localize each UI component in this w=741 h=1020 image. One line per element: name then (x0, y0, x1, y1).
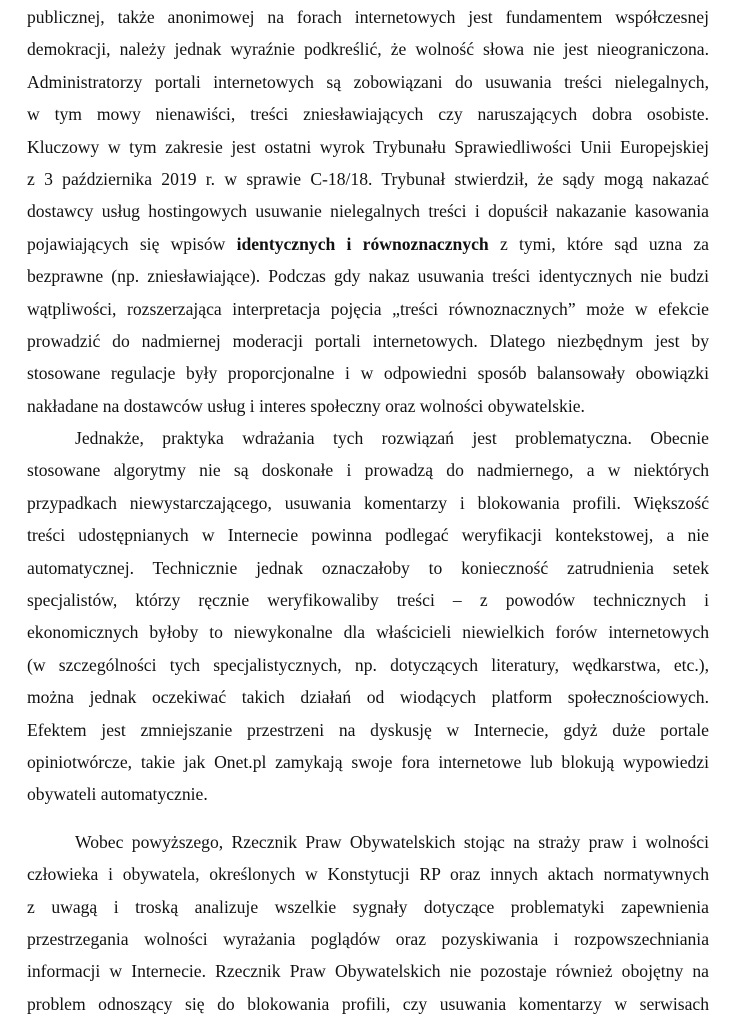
paragraph-1 (27, 0, 709, 422)
bold-phrase: identycznych i równoznacznych (236, 233, 489, 254)
text-line: treści udostępnianych w Internecie powinna podlegać weryfikacji kontekstowej, a nie (27, 525, 709, 546)
text-line: ekonomicznych byłoby to niewykonalne dla właścicieli niewielkich forów internetowych (27, 622, 709, 643)
paragraph-2 (27, 422, 709, 811)
text-line: demokracji, należy jednak wyraźnie podkreślić, że wolność słowa nie jest nieograniczona. (27, 39, 709, 60)
text-line: informacji w Internecie. Rzecznik Praw Obywatelskich nie pozostaje również obojętny na (27, 961, 709, 982)
text-line: publicznej, także anonimowej na forach internetowych jest fundamentem współczesnej (27, 7, 709, 27)
text-line: bezprawne (np. zniesławiające). Podczas gdy nakaz usuwania treści identycznych nie budzi (27, 266, 709, 287)
text-line: wątpliwości, rozszerzająca interpretacja pojęcia „treści równoznacznych” może w efekcie (27, 298, 709, 319)
text-line: specjalistów, którzy ręcznie weryfikowaliby treści – z powodów technicznych i (27, 590, 709, 611)
text-line: opiniotwórcze, takie jak Onet.pl zamykają swoje fora internetowe lub blokują wypowiedzi (27, 751, 709, 772)
text-line: człowieka i obywatela, określonych w Konstytucji RP oraz innych aktach normatywnych (27, 864, 709, 885)
text-line: Kluczowy w tym zakresie jest ostatni wyrok Trybunału Sprawiedliwości Unii Europejskiej (27, 136, 709, 157)
text-line: z 3 października 2019 r. w sprawie C-18/18. Trybunał stwierdził, że sądy mogą nakazać (27, 168, 709, 189)
text-line: problem odnoszący się do blokowania profili, czy usuwania komentarzy w serwisach (27, 993, 709, 1014)
text-run: pojawiających się wpisów (27, 233, 237, 254)
text-line: nakładane na dostawców usług i interes społeczny oraz wolności obywatelskie. (27, 395, 585, 416)
text-line: z uwagą i troską analizuje wszelkie sygnały dotyczące problematyki zapewnienia (27, 896, 709, 917)
text-line: przestrzegania wolności wyrażania poglądów oraz pozyskiwania i rozpowszechniania (27, 928, 709, 949)
text-line: prowadzić do nadmiernej moderacji portali internetowych. Dlatego niezbędnym jest by (27, 330, 709, 351)
paragraph-3 (27, 826, 709, 1020)
document-page (27, 0, 709, 1020)
text-line-with-emphasis (27, 228, 709, 260)
text-line: można jednak oczekiwać takich działań od wiodących platform społecznościowych. (27, 687, 709, 708)
text-line: Efektem jest zmniejszanie przestrzeni na dyskusję w Internecie, gdyż duże portale (27, 719, 709, 740)
text-line: Jednakże, praktyka wdrażania tych rozwiązań jest problematyczna. Obecnie (75, 428, 709, 449)
text-line: przypadkach niewystarczającego, usuwania komentarzy i blokowania profili. Większość (27, 492, 709, 513)
text-line: stosowane regulacje były proporcjonalne i w odpowiedni sposób balansowały obowiązki (27, 363, 709, 384)
text-line: Wobec powyższego, Rzecznik Praw Obywatelskich stojąc na straży praw i wolności (75, 831, 709, 852)
text-run: z tymi, które sąd uzna za (488, 233, 709, 254)
text-line: automatycznej. Technicznie jednak oznaczałoby to konieczność zatrudnienia setek (27, 557, 709, 578)
text-line: obywateli automatycznie. (27, 784, 208, 805)
text-line: Administratorzy portali internetowych są zobowiązani do usuwania treści nielegalnych, (27, 71, 709, 92)
text-line: stosowane algorytmy nie są doskonałe i prowadzą do nadmiernego, a w niektórych (27, 460, 709, 481)
text-line: dostawcy usług hostingowych usuwanie nielegalnych treści i dopuścił nakazanie kasowania (27, 201, 709, 222)
text-line: (w szczególności tych specjalistycznych, np. dotyczących literatury, wędkarstwa, etc.), (27, 654, 709, 675)
text-line: w tym mowy nienawiści, treści zniesławiających czy naruszających dobra osobiste. (27, 104, 709, 125)
